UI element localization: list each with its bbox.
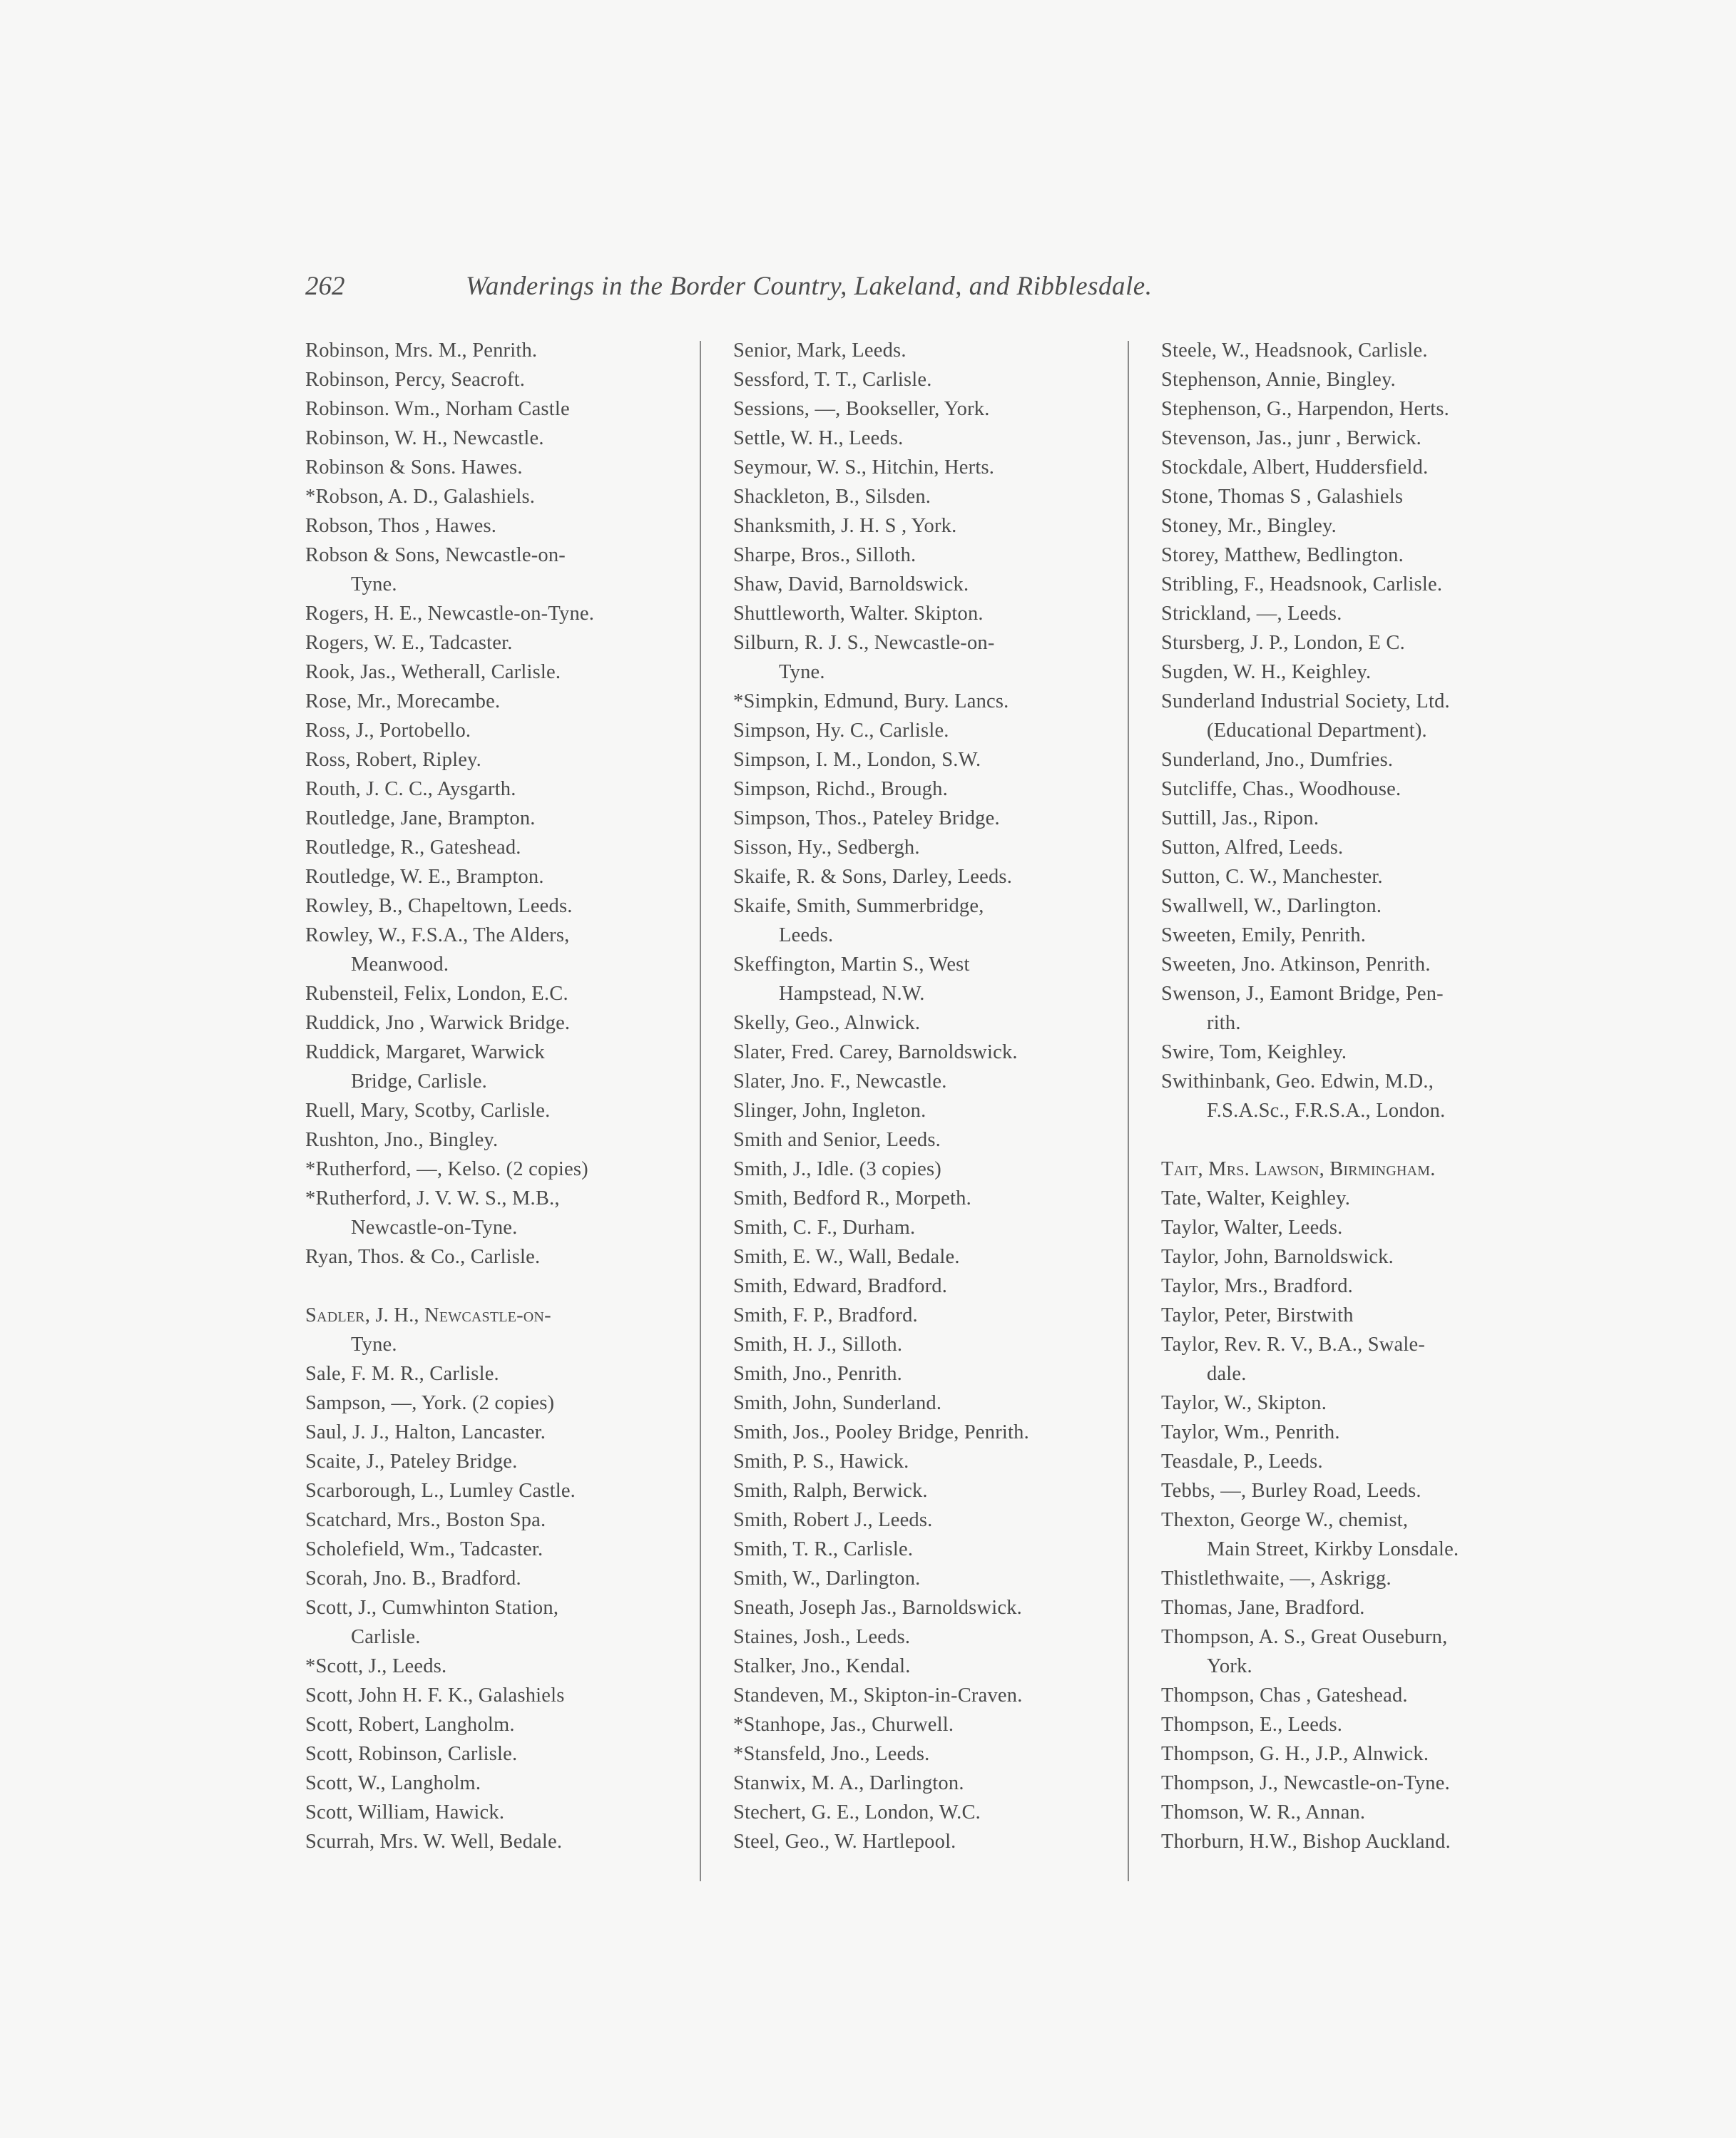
subscriber-entry: *Rutherford, —, Kelso. (2 copies) bbox=[305, 1158, 588, 1180]
subscriber-entry: *Stansfeld, Jno., Leeds. bbox=[733, 1743, 930, 1765]
subscriber-entry: Sweeten, Jno. Atkinson, Penrith. bbox=[1161, 953, 1431, 976]
subscriber-list-column-2 bbox=[733, 336, 1133, 1856]
subscriber-entry: Robinson, Mrs. M., Penrith. bbox=[305, 339, 538, 362]
subscriber-entry: Simpson, I. M., London, S.W. bbox=[733, 749, 981, 771]
subscriber-entry: Rose, Mr., Morecambe. bbox=[305, 690, 501, 712]
subscriber-entry: Thorburn, H.W., Bishop Auckland. bbox=[1161, 1831, 1451, 1853]
subscriber-entry: Scatchard, Mrs., Boston Spa. bbox=[305, 1509, 546, 1531]
subscriber-entry: Slater, Jno. F., Newcastle. bbox=[733, 1070, 947, 1093]
subscriber-entry: Taylor, Walter, Leeds. bbox=[1161, 1217, 1343, 1239]
subscriber-entry: Stone, Thomas S , Galashiels bbox=[1161, 486, 1404, 508]
subscriber-entry: Skaife, Smith, Summerbridge, bbox=[733, 895, 984, 917]
subscriber-entry: Storey, Matthew, Bedlington. bbox=[1161, 544, 1404, 566]
subscriber-entry: Ruell, Mary, Scotby, Carlisle. bbox=[305, 1100, 551, 1122]
subscriber-entry-continuation: dale. bbox=[1207, 1363, 1247, 1385]
section-break bbox=[305, 1272, 705, 1301]
subscriber-entry: Sneath, Joseph Jas., Barnoldswick. bbox=[733, 1597, 1022, 1619]
subscriber-entry: Ruddick, Margaret, Warwick bbox=[305, 1041, 545, 1063]
subscriber-entry-continuation: Tyne. bbox=[351, 1334, 397, 1356]
subscriber-entry: Thomson, W. R., Annan. bbox=[1161, 1801, 1366, 1824]
subscriber-entry: Rowley, W., F.S.A., The Alders, bbox=[305, 924, 570, 946]
subscriber-entry: Swire, Tom, Keighley. bbox=[1161, 1041, 1347, 1063]
subscriber-entry: Swallwell, W., Darlington. bbox=[1161, 895, 1382, 917]
subscriber-entry: Shaw, David, Barnoldswick. bbox=[733, 573, 969, 595]
subscriber-entry: Simpson, Richd., Brough. bbox=[733, 778, 948, 800]
subscriber-entry: Sugden, W. H., Keighley. bbox=[1161, 661, 1372, 683]
subscriber-entry: Taylor, John, Barnoldswick. bbox=[1161, 1246, 1394, 1268]
column-divider bbox=[700, 341, 701, 1881]
subscriber-entry: Sharpe, Bros., Silloth. bbox=[733, 544, 916, 566]
subscriber-entry: Smith, Jos., Pooley Bridge, Penrith. bbox=[733, 1421, 1029, 1443]
subscriber-entry: Slater, Fred. Carey, Barnoldswick. bbox=[733, 1041, 1018, 1063]
subscriber-entry: Robinson & Sons. Hawes. bbox=[305, 456, 523, 479]
subscriber-entry: Smith, Ralph, Berwick. bbox=[733, 1480, 928, 1502]
subscriber-entry: Sessions, —, Bookseller, York. bbox=[733, 398, 990, 420]
subscriber-entry: Scurrah, Mrs. W. Well, Bedale. bbox=[305, 1831, 563, 1853]
subscriber-entry: Thistlethwaite, —, Askrigg. bbox=[1161, 1567, 1392, 1590]
subscriber-entry: *Robson, A. D., Galashiels. bbox=[305, 486, 536, 508]
subscriber-entry: Rubensteil, Felix, London, E.C. bbox=[305, 983, 568, 1005]
subscriber-entry: Shackleton, B., Silsden. bbox=[733, 486, 931, 508]
subscriber-entry-continuation: rith. bbox=[1207, 1012, 1241, 1034]
subscriber-entry: Scaite, J., Pateley Bridge. bbox=[305, 1451, 518, 1473]
subscriber-entry: Shanksmith, J. H. S , York. bbox=[733, 515, 957, 537]
subscriber-entry: Smith, W., Darlington. bbox=[733, 1567, 921, 1590]
subscriber-entry: Routledge, R., Gateshead. bbox=[305, 837, 521, 859]
subscriber-entry: Routh, J. C. C., Aysgarth. bbox=[305, 778, 516, 800]
subscriber-entry: Stoney, Mr., Bingley. bbox=[1161, 515, 1337, 537]
subscriber-entry: Thompson, E., Leeds. bbox=[1161, 1714, 1343, 1736]
subscriber-entry: Smith, T. R., Carlisle. bbox=[733, 1538, 914, 1560]
subscriber-entry: Thompson, A. S., Great Ouseburn, bbox=[1161, 1626, 1448, 1648]
subscriber-entry: Steel, Geo., W. Hartlepool. bbox=[733, 1831, 956, 1853]
subscriber-entry: Swenson, J., Eamont Bridge, Pen- bbox=[1161, 983, 1444, 1005]
subscriber-entry: Sisson, Hy., Sedbergh. bbox=[733, 837, 920, 859]
subscriber-entry-continuation: Hampstead, N.W. bbox=[779, 983, 925, 1005]
subscriber-entry: Routledge, W. E., Brampton. bbox=[305, 866, 544, 888]
subscriber-entry: Settle, W. H., Leeds. bbox=[733, 427, 904, 449]
subscriber-entry: Stalker, Jno., Kendal. bbox=[733, 1655, 911, 1677]
subscriber-entry: Skeffington, Martin S., West bbox=[733, 953, 970, 976]
subscriber-entry: Routledge, Jane, Brampton. bbox=[305, 807, 536, 829]
subscriber-entry: Teasdale, P., Leeds. bbox=[1161, 1451, 1323, 1473]
subscriber-entry: Stechert, G. E., London, W.C. bbox=[733, 1801, 981, 1824]
subscriber-entry: Stephenson, G., Harpendon, Herts. bbox=[1161, 398, 1449, 420]
subscriber-list-column-1 bbox=[305, 336, 705, 1856]
subscriber-entry: Stribling, F., Headsnook, Carlisle. bbox=[1161, 573, 1443, 595]
subscriber-entry: Steele, W., Headsnook, Carlisle. bbox=[1161, 339, 1428, 362]
subscriber-entry: Smith and Senior, Leeds. bbox=[733, 1129, 941, 1151]
subscriber-entry: Sutcliffe, Chas., Woodhouse. bbox=[1161, 778, 1401, 800]
subscriber-list-column-3 bbox=[1161, 336, 1561, 1856]
subscriber-entry: Sunderland Industrial Society, Ltd. bbox=[1161, 690, 1450, 712]
subscriber-entry: Sunderland, Jno., Dumfries. bbox=[1161, 749, 1394, 771]
subscriber-entry: Senior, Mark, Leeds. bbox=[733, 339, 907, 362]
subscriber-entry: Ryan, Thos. & Co., Carlisle. bbox=[305, 1246, 541, 1268]
subscriber-entry: Sweeten, Emily, Penrith. bbox=[1161, 924, 1367, 946]
subscriber-entry-continuation: (Educational Department). bbox=[1207, 720, 1427, 742]
subscriber-entry: Rowley, B., Chapeltown, Leeds. bbox=[305, 895, 573, 917]
subscriber-entry: Thompson, G. H., J.P., Alnwick. bbox=[1161, 1743, 1429, 1765]
subscriber-entry: Scott, John H. F. K., Galashiels bbox=[305, 1684, 565, 1707]
subscriber-entry: Staines, Josh., Leeds. bbox=[733, 1626, 911, 1648]
subscriber-entry: Skelly, Geo., Alnwick. bbox=[733, 1012, 921, 1034]
subscriber-entry: Swithinbank, Geo. Edwin, M.D., bbox=[1161, 1070, 1434, 1093]
subscriber-entry: Shuttleworth, Walter. Skipton. bbox=[733, 603, 984, 625]
subscriber-entry-continuation: F.S.A.Sc., F.R.S.A., London. bbox=[1207, 1100, 1446, 1122]
subscriber-entry: Scorah, Jno. B., Bradford. bbox=[305, 1567, 521, 1590]
subscriber-entry: Smith, E. W., Wall, Bedale. bbox=[733, 1246, 960, 1268]
subscriber-entry: Smith, J., Idle. (3 copies) bbox=[733, 1158, 941, 1180]
subscriber-entry: Scott, J., Cumwhinton Station, bbox=[305, 1597, 559, 1619]
subscriber-entry: Seymour, W. S., Hitchin, Herts. bbox=[733, 456, 995, 479]
subscriber-entry: Smith, H. J., Silloth. bbox=[733, 1334, 903, 1356]
section-break bbox=[1161, 1125, 1561, 1155]
subscriber-entry: Tait, Mrs. Lawson, Birmingham. bbox=[1161, 1158, 1436, 1180]
subscriber-entry: *Scott, J., Leeds. bbox=[305, 1655, 447, 1677]
subscriber-entry: *Rutherford, J. V. W. S., M.B., bbox=[305, 1187, 560, 1209]
subscriber-entry-continuation: Tyne. bbox=[779, 661, 825, 683]
subscriber-entry: Scott, W., Langholm. bbox=[305, 1772, 481, 1794]
subscriber-entry: Thompson, Chas , Gateshead. bbox=[1161, 1684, 1408, 1707]
subscriber-entry: Scott, Robert, Langholm. bbox=[305, 1714, 515, 1736]
subscriber-entry: Taylor, Peter, Birstwith bbox=[1161, 1304, 1354, 1326]
subscriber-entry: Robinson, W. H., Newcastle. bbox=[305, 427, 544, 449]
subscriber-entry: Sutton, C. W., Manchester. bbox=[1161, 866, 1383, 888]
subscriber-entry: Taylor, Rev. R. V., B.A., Swale- bbox=[1161, 1334, 1426, 1356]
subscriber-entry: Stevenson, Jas., junr , Berwick. bbox=[1161, 427, 1421, 449]
subscriber-entry: Rogers, H. E., Newcastle-on-Tyne. bbox=[305, 603, 595, 625]
subscriber-entry: Robinson. Wm., Norham Castle bbox=[305, 398, 570, 420]
subscriber-entry: Smith, F. P., Bradford. bbox=[733, 1304, 918, 1326]
subscriber-entry: Scarborough, L., Lumley Castle. bbox=[305, 1480, 576, 1502]
subscriber-entry: Smith, Bedford R., Morpeth. bbox=[733, 1187, 971, 1209]
subscriber-entry-continuation: York. bbox=[1207, 1655, 1252, 1677]
subscriber-entry: Smith, Jno., Penrith. bbox=[733, 1363, 902, 1385]
subscriber-entry-continuation: Main Street, Kirkby Lonsdale. bbox=[1207, 1538, 1459, 1560]
page-header bbox=[305, 271, 1375, 314]
subscriber-entry: Simpson, Hy. C., Carlisle. bbox=[733, 720, 949, 742]
subscriber-entry: Taylor, W., Skipton. bbox=[1161, 1392, 1327, 1414]
subscriber-entry: Smith, C. F., Durham. bbox=[733, 1217, 916, 1239]
subscriber-entry: Smith, P. S., Hawick. bbox=[733, 1451, 909, 1473]
subscriber-entry: *Stanhope, Jas., Churwell. bbox=[733, 1714, 954, 1736]
running-title: Wanderings in the Border Country, Lakeland, and Ribblesdale. bbox=[466, 272, 1153, 301]
subscriber-entry-continuation: Meanwood. bbox=[351, 953, 449, 976]
subscriber-entry: Robson, Thos , Hawes. bbox=[305, 515, 497, 537]
subscriber-entry: *Simpkin, Edmund, Bury. Lancs. bbox=[733, 690, 1009, 712]
subscriber-entry: Ross, J., Portobello. bbox=[305, 720, 471, 742]
subscriber-entry: Sutton, Alfred, Leeds. bbox=[1161, 837, 1344, 859]
subscriber-entry: Tate, Walter, Keighley. bbox=[1161, 1187, 1351, 1209]
subscriber-entry: Simpson, Thos., Pateley Bridge. bbox=[733, 807, 1000, 829]
subscriber-entry-continuation: Leeds. bbox=[779, 924, 834, 946]
subscriber-entry-continuation: Carlisle. bbox=[351, 1626, 421, 1648]
subscriber-entry: Strickland, —, Leeds. bbox=[1161, 603, 1342, 625]
subscriber-entry: Rushton, Jno., Bingley. bbox=[305, 1129, 499, 1151]
subscriber-entry: Stephenson, Annie, Bingley. bbox=[1161, 369, 1396, 391]
subscriber-entry: Ross, Robert, Ripley. bbox=[305, 749, 481, 771]
subscriber-entry: Thomas, Jane, Bradford. bbox=[1161, 1597, 1365, 1619]
subscriber-entry: Standeven, M., Skipton-in-Craven. bbox=[733, 1684, 1023, 1707]
subscriber-entry: Thompson, J., Newcastle-on-Tyne. bbox=[1161, 1772, 1450, 1794]
subscriber-entry-continuation: Bridge, Carlisle. bbox=[351, 1070, 487, 1093]
subscriber-entry: Saul, J. J., Halton, Lancaster. bbox=[305, 1421, 546, 1443]
subscriber-entry: Rogers, W. E., Tadcaster. bbox=[305, 632, 513, 654]
subscriber-entry: Sessford, T. T., Carlisle. bbox=[733, 369, 932, 391]
subscriber-entry: Stursberg, J. P., London, E C. bbox=[1161, 632, 1405, 654]
subscriber-entry: Tebbs, —, Burley Road, Leeds. bbox=[1161, 1480, 1421, 1502]
subscriber-entry: Stockdale, Albert, Huddersfield. bbox=[1161, 456, 1429, 479]
subscriber-entry: Suttill, Jas., Ripon. bbox=[1161, 807, 1319, 829]
subscriber-entry: Rook, Jas., Wetherall, Carlisle. bbox=[305, 661, 561, 683]
subscriber-entry-continuation: Tyne. bbox=[351, 573, 397, 595]
subscriber-entry: Robinson, Percy, Seacroft. bbox=[305, 369, 526, 391]
subscriber-entry: Slinger, John, Ingleton. bbox=[733, 1100, 926, 1122]
subscriber-entry: Ruddick, Jno , Warwick Bridge. bbox=[305, 1012, 571, 1034]
subscriber-entry: Sale, F. M. R., Carlisle. bbox=[305, 1363, 499, 1385]
subscriber-entry: Taylor, Wm., Penrith. bbox=[1161, 1421, 1340, 1443]
subscriber-entry-continuation: Newcastle-on-Tyne. bbox=[351, 1217, 518, 1239]
subscriber-entry: Silburn, R. J. S., Newcastle-on- bbox=[733, 632, 995, 654]
page-number: 262 bbox=[305, 272, 345, 301]
column-divider bbox=[1128, 341, 1129, 1881]
subscriber-entry: Sampson, —, York. (2 copies) bbox=[305, 1392, 555, 1414]
subscriber-entry: Scott, William, Hawick. bbox=[305, 1801, 505, 1824]
subscriber-entry: Smith, Edward, Bradford. bbox=[733, 1275, 948, 1297]
subscriber-entry: Scholefield, Wm., Tadcaster. bbox=[305, 1538, 543, 1560]
subscriber-entry: Skaife, R. & Sons, Darley, Leeds. bbox=[733, 866, 1013, 888]
subscriber-entry: Taylor, Mrs., Bradford. bbox=[1161, 1275, 1353, 1297]
subscriber-entry: Smith, John, Sunderland. bbox=[733, 1392, 942, 1414]
subscriber-entry: Scott, Robinson, Carlisle. bbox=[305, 1743, 518, 1765]
subscriber-entry: Stanwix, M. A., Darlington. bbox=[733, 1772, 964, 1794]
subscriber-entry: Thexton, George W., chemist, bbox=[1161, 1509, 1409, 1531]
subscriber-entry: Smith, Robert J., Leeds. bbox=[733, 1509, 933, 1531]
subscriber-entry: Robson & Sons, Newcastle-on- bbox=[305, 544, 566, 566]
subscriber-entry: Sadler, J. H., Newcastle-on- bbox=[305, 1304, 551, 1326]
